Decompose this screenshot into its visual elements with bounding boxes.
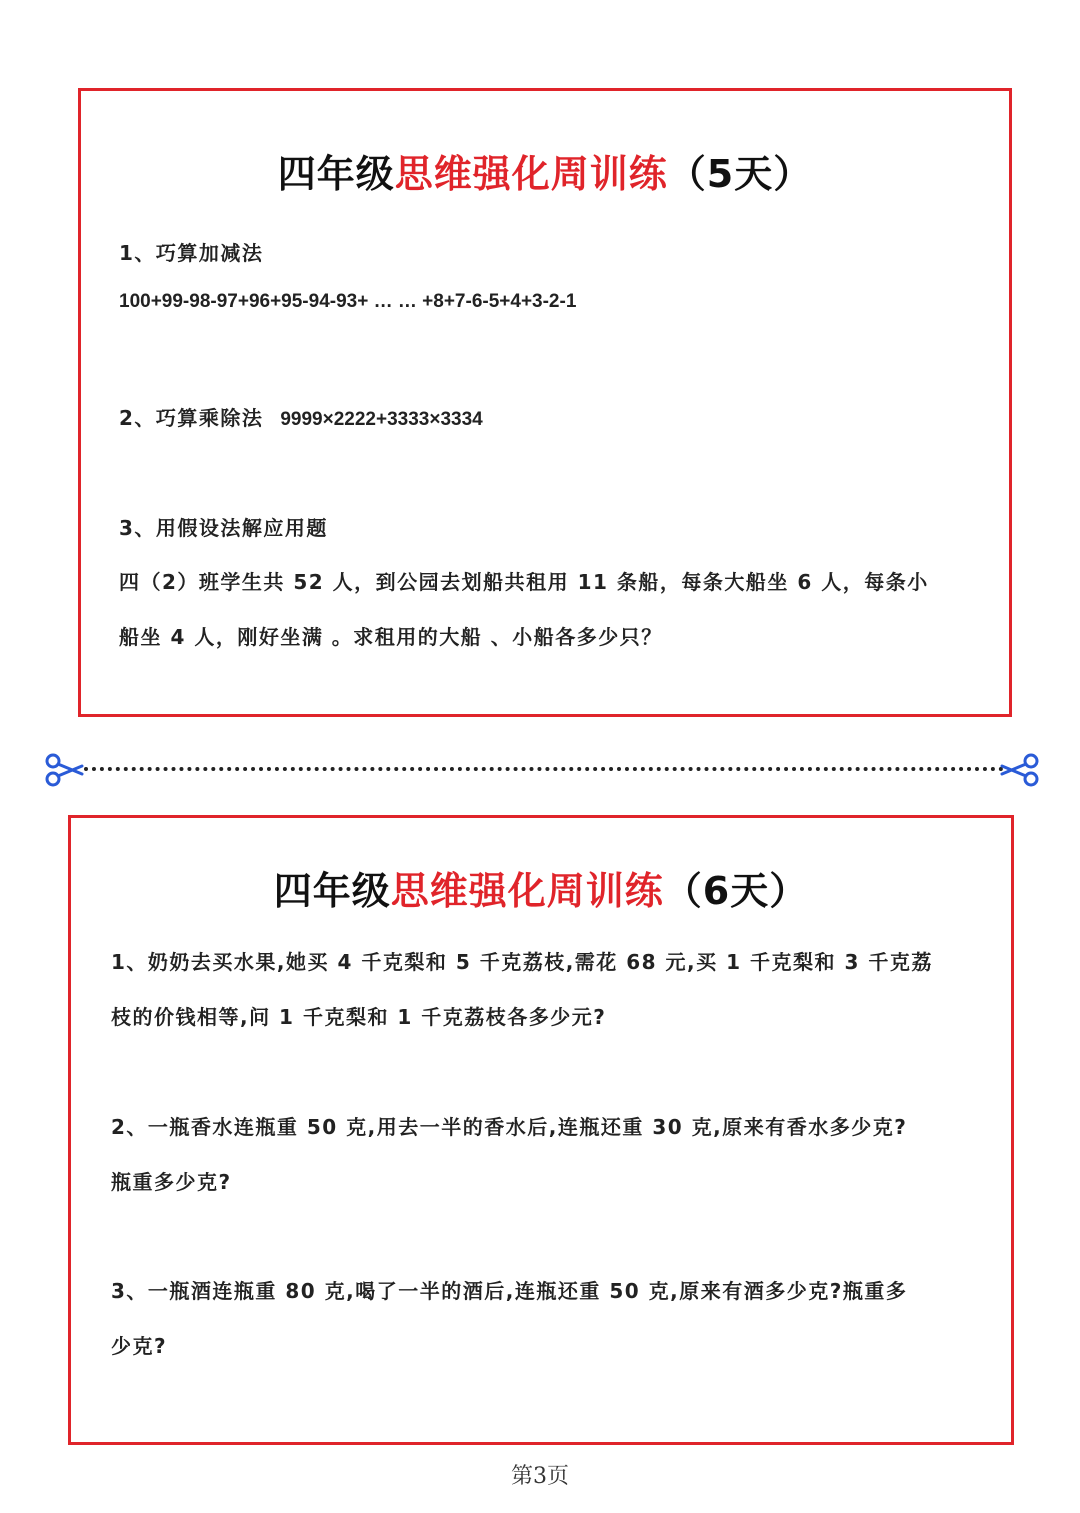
question-3-text-line-2: 船坐 4 人，刚好坐满 。求租用的大船 、小船各多少只？ [119,625,663,649]
question-1-text-line-1: 1、奶奶去买水果,她买 4 千克梨和 5 千克荔枝,需花 68 元,买 1 千克梨和 3 千克荔 [111,950,933,974]
question-2-expression: 9999×2222+3333×3334 [280,409,483,430]
title-topic: 思维强化周训练 [394,152,668,196]
title-days: （6天） [663,869,809,913]
title-grade: 四年级 [273,869,391,913]
question-2 [119,402,483,431]
title-grade: 四年级 [277,152,395,196]
scissors-icon [44,752,84,788]
question-2-text-line-2: 瓶重多少克? [111,1170,232,1194]
cut-line [44,750,1040,790]
question-3-heading: 3、用假设法解应用题 [119,516,328,540]
scissors-icon [1000,752,1040,788]
question-3-text-line-1: 四（2）班学生共 52 人，到公园去划船共租用 11 条船，每条大船坐 6 人，每条小 [119,570,929,594]
worksheet-card-day6 [68,815,1014,1445]
question-3-text-line-1: 3、一瓶酒连瓶重 80 克,喝了一半的酒后,连瓶还重 50 克,原来有酒多少克?瓶重多 [111,1279,908,1303]
title-days: （5天） [667,152,813,196]
question-1-expression: 100+99-98-97+96+95-94-93+ … … +8+7-6-5+4+3-2-1 [119,291,577,312]
page-number: 第3页 [511,1464,569,1489]
card-title [81,143,1009,198]
question-1-text-line-2: 枝的价钱相等,问 1 千克梨和 1 千克荔枝各多少元? [111,1005,607,1029]
worksheet-card-day5 [78,88,1012,717]
card-title [71,860,1011,915]
dotted-divider [84,767,1004,771]
question-3-text-line-2: 少克? [111,1334,168,1358]
question-1-heading: 1、巧算加减法 [119,241,264,265]
question-2-heading: 2、巧算乘除法 [119,406,264,430]
title-topic: 思维强化周训练 [390,869,664,913]
question-2-text-line-1: 2、一瓶香水连瓶重 50 克,用去一半的香水后,连瓶还重 30 克,原来有香水多少克? [111,1115,908,1139]
